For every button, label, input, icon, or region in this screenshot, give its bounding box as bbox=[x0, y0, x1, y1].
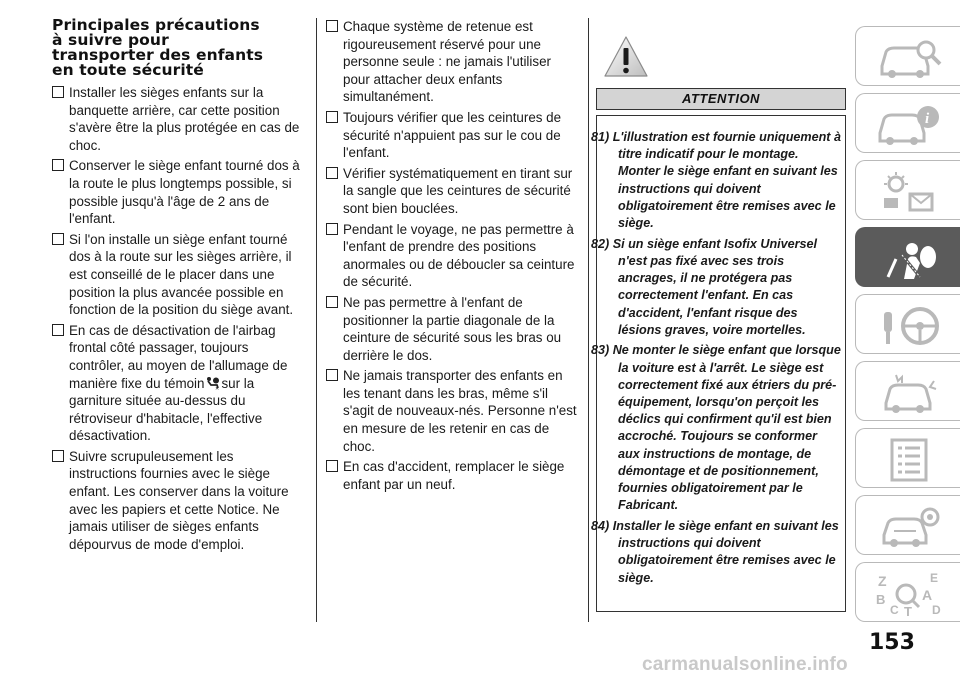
tab-index[interactable] bbox=[855, 562, 960, 622]
index-letter: T bbox=[904, 604, 912, 616]
precaution-text: Conserver le siège enfant tourné dos à la route le plus longtemps possible, si possible jusqu'à l'âge de 2 ans de l'enfant. bbox=[69, 158, 300, 227]
index-letter: Z bbox=[878, 573, 887, 589]
airbag-off-warning-icon bbox=[205, 376, 220, 390]
airbag-seatbelt-icon bbox=[874, 237, 944, 281]
index-letter: D bbox=[932, 603, 941, 616]
heading-line: transporter des enfants bbox=[52, 46, 264, 64]
precaution-item bbox=[326, 109, 578, 162]
checkbox-bullet-icon bbox=[326, 167, 338, 179]
tab-car-info[interactable] bbox=[855, 93, 960, 153]
attention-item: 81) L'illustration est fournie uniquement à titre indicatif pour le montage. Monter le siège enfant en suivant les instructions qui doivent obligatoirement être remises avec le siège. bbox=[591, 130, 841, 231]
middle-column bbox=[326, 18, 578, 496]
precaution-item bbox=[326, 165, 578, 218]
precaution-text: Pendant le voyage, ne pas permettre à l'enfant de prendre des positions anormales ou de déboucler sa ceinture de sécurité. bbox=[343, 221, 575, 290]
checkbox-bullet-icon bbox=[326, 460, 338, 472]
precautions-list bbox=[326, 18, 578, 493]
precaution-text: En cas de désactivation de l'airbag frontal côté passager, toujours contrôler, au moyen de l'allumage de manière fixe du témoin bbox=[69, 322, 288, 391]
precaution-item bbox=[326, 294, 578, 364]
attention-item: 83) Ne monter le siège enfant que lorsque la voiture est à l'arrêt. Le siège est correctement fixé aux étriers du pré-équipement, lorsqu'on perçoit les déclics qui confirment qu'il est bien accroché. Toujours se conformer aux instructions de montage, de démontage et de positionnement, fournies obligatoirement par le Fabricant. bbox=[591, 343, 841, 513]
checkbox-bullet-icon bbox=[52, 233, 64, 245]
index-letter: E bbox=[930, 572, 939, 585]
tab-specs[interactable] bbox=[855, 495, 960, 555]
precaution-text: Toujours vérifier que les ceintures de sécurité n'appuient pas sur le cou de l'enfant. bbox=[343, 109, 562, 161]
specs-icon bbox=[874, 505, 944, 549]
precaution-item bbox=[52, 84, 302, 154]
checkbox-bullet-icon bbox=[326, 111, 338, 123]
checkbox-bullet-icon bbox=[52, 159, 64, 171]
precaution-text: En cas d'accident, remplacer le siège enfant par un neuf. bbox=[343, 459, 565, 492]
attention-item: 84) Installer le siège enfant en suivant les instructions qui doivent obligatoirement être remises avec le siège. bbox=[591, 518, 839, 585]
car-info-icon bbox=[874, 103, 944, 147]
attention-title: ATTENTION bbox=[596, 88, 846, 110]
checkbox-bullet-icon bbox=[326, 369, 338, 381]
heading-line: Principales précautions bbox=[52, 16, 260, 34]
car-search-icon bbox=[874, 36, 944, 80]
tab-warning-lights[interactable] bbox=[855, 160, 960, 220]
precaution-item bbox=[52, 157, 302, 227]
chapter-tabs bbox=[855, 26, 960, 629]
steering-wheel-key-icon bbox=[874, 304, 944, 348]
checkbox-bullet-icon bbox=[326, 223, 338, 235]
checkbox-bullet-icon bbox=[52, 450, 64, 462]
precaution-item bbox=[52, 231, 302, 319]
section-heading bbox=[52, 18, 302, 78]
checkbox-bullet-icon bbox=[52, 324, 64, 336]
heading-line: en toute sécurité bbox=[52, 61, 204, 79]
watermark: carmanualsonline.info bbox=[642, 654, 848, 675]
maintenance-list-icon bbox=[874, 438, 944, 482]
index-letter: A bbox=[922, 587, 933, 603]
tab-driving[interactable] bbox=[855, 294, 960, 354]
warning-lights-icon bbox=[874, 170, 944, 214]
attention-list bbox=[591, 129, 846, 590]
index-letter: B bbox=[876, 592, 886, 607]
precaution-item bbox=[52, 322, 302, 445]
tab-safety[interactable] bbox=[855, 227, 960, 287]
svg-text:✕: ✕ bbox=[215, 385, 220, 390]
precaution-text: Suivre scrupuleusement les instructions fournies avec le siège enfant. Les conserver dans la voiture avec les papiers et cette Notice. Ne jamais utiliser de sièges enfants dépourvus de mode d'emploi. bbox=[69, 448, 289, 552]
car-crash-icon bbox=[874, 371, 944, 415]
left-column bbox=[52, 18, 302, 556]
tab-maintenance[interactable] bbox=[855, 428, 960, 488]
precaution-text: Chaque système de retenue est rigoureusement réservé pour une personne seule : ne jamais l'utiliser pour attacher deux enfants simultanément. bbox=[343, 19, 551, 105]
page-number: 153 bbox=[869, 630, 915, 655]
tab-car-search[interactable] bbox=[855, 26, 960, 86]
precaution-item bbox=[326, 221, 578, 291]
warning-triangle-icon bbox=[603, 34, 649, 80]
column-divider bbox=[588, 18, 589, 622]
alphabetical-index-icon bbox=[874, 572, 944, 616]
precaution-text: Vérifier systématiquement en tirant sur la sangle que les ceintures de sécurité sont bien bouclées. bbox=[343, 165, 573, 216]
precaution-text: Ne pas permettre à l'enfant de positionner la partie diagonale de la ceinture de sécurité sous les bras ou derrière le dos. bbox=[343, 294, 562, 363]
column-divider bbox=[316, 18, 317, 622]
precaution-item bbox=[326, 367, 578, 455]
precaution-text: Ne jamais transporter des enfants en les tenant dans les bras, même s'il s'agit de nouveaux-nés. Personne n'est en mesure de les retenir en cas de choc. bbox=[343, 368, 577, 454]
checkbox-bullet-icon bbox=[52, 86, 64, 98]
precaution-text: Installer les sièges enfants sur la banquette arrière, car cette position s'avère être la plus protégée en cas de choc. bbox=[69, 85, 300, 153]
precaution-text: sur la garniture située au-dessus du rétroviseur d'habitacle, l'effective désactivation. bbox=[69, 375, 263, 444]
checkbox-bullet-icon bbox=[326, 20, 338, 32]
checkbox-bullet-icon bbox=[326, 296, 338, 308]
precaution-item bbox=[326, 18, 578, 106]
index-letter: C bbox=[890, 603, 899, 616]
tab-emergency[interactable] bbox=[855, 361, 960, 421]
precaution-item bbox=[52, 448, 302, 554]
svg-text:i: i bbox=[925, 111, 930, 127]
precautions-list bbox=[52, 84, 302, 553]
precaution-item bbox=[326, 458, 578, 493]
heading-line: à suivre pour bbox=[52, 31, 169, 49]
attention-item: 82) Si un siège enfant Isofix Universel n'est pas fixé avec ses trois ancrages, il ne protégera pas correctement l'enfant. En cas d'accident, l'enfant risque des lésions graves, voire mortelles. bbox=[591, 236, 818, 337]
precaution-text: Si l'on installe un siège enfant tourné dos à la route sur les sièges arrière, il est conseillé de le placer dans une position la plus avancée possible en fonction de la position du siège avant. bbox=[69, 231, 294, 318]
